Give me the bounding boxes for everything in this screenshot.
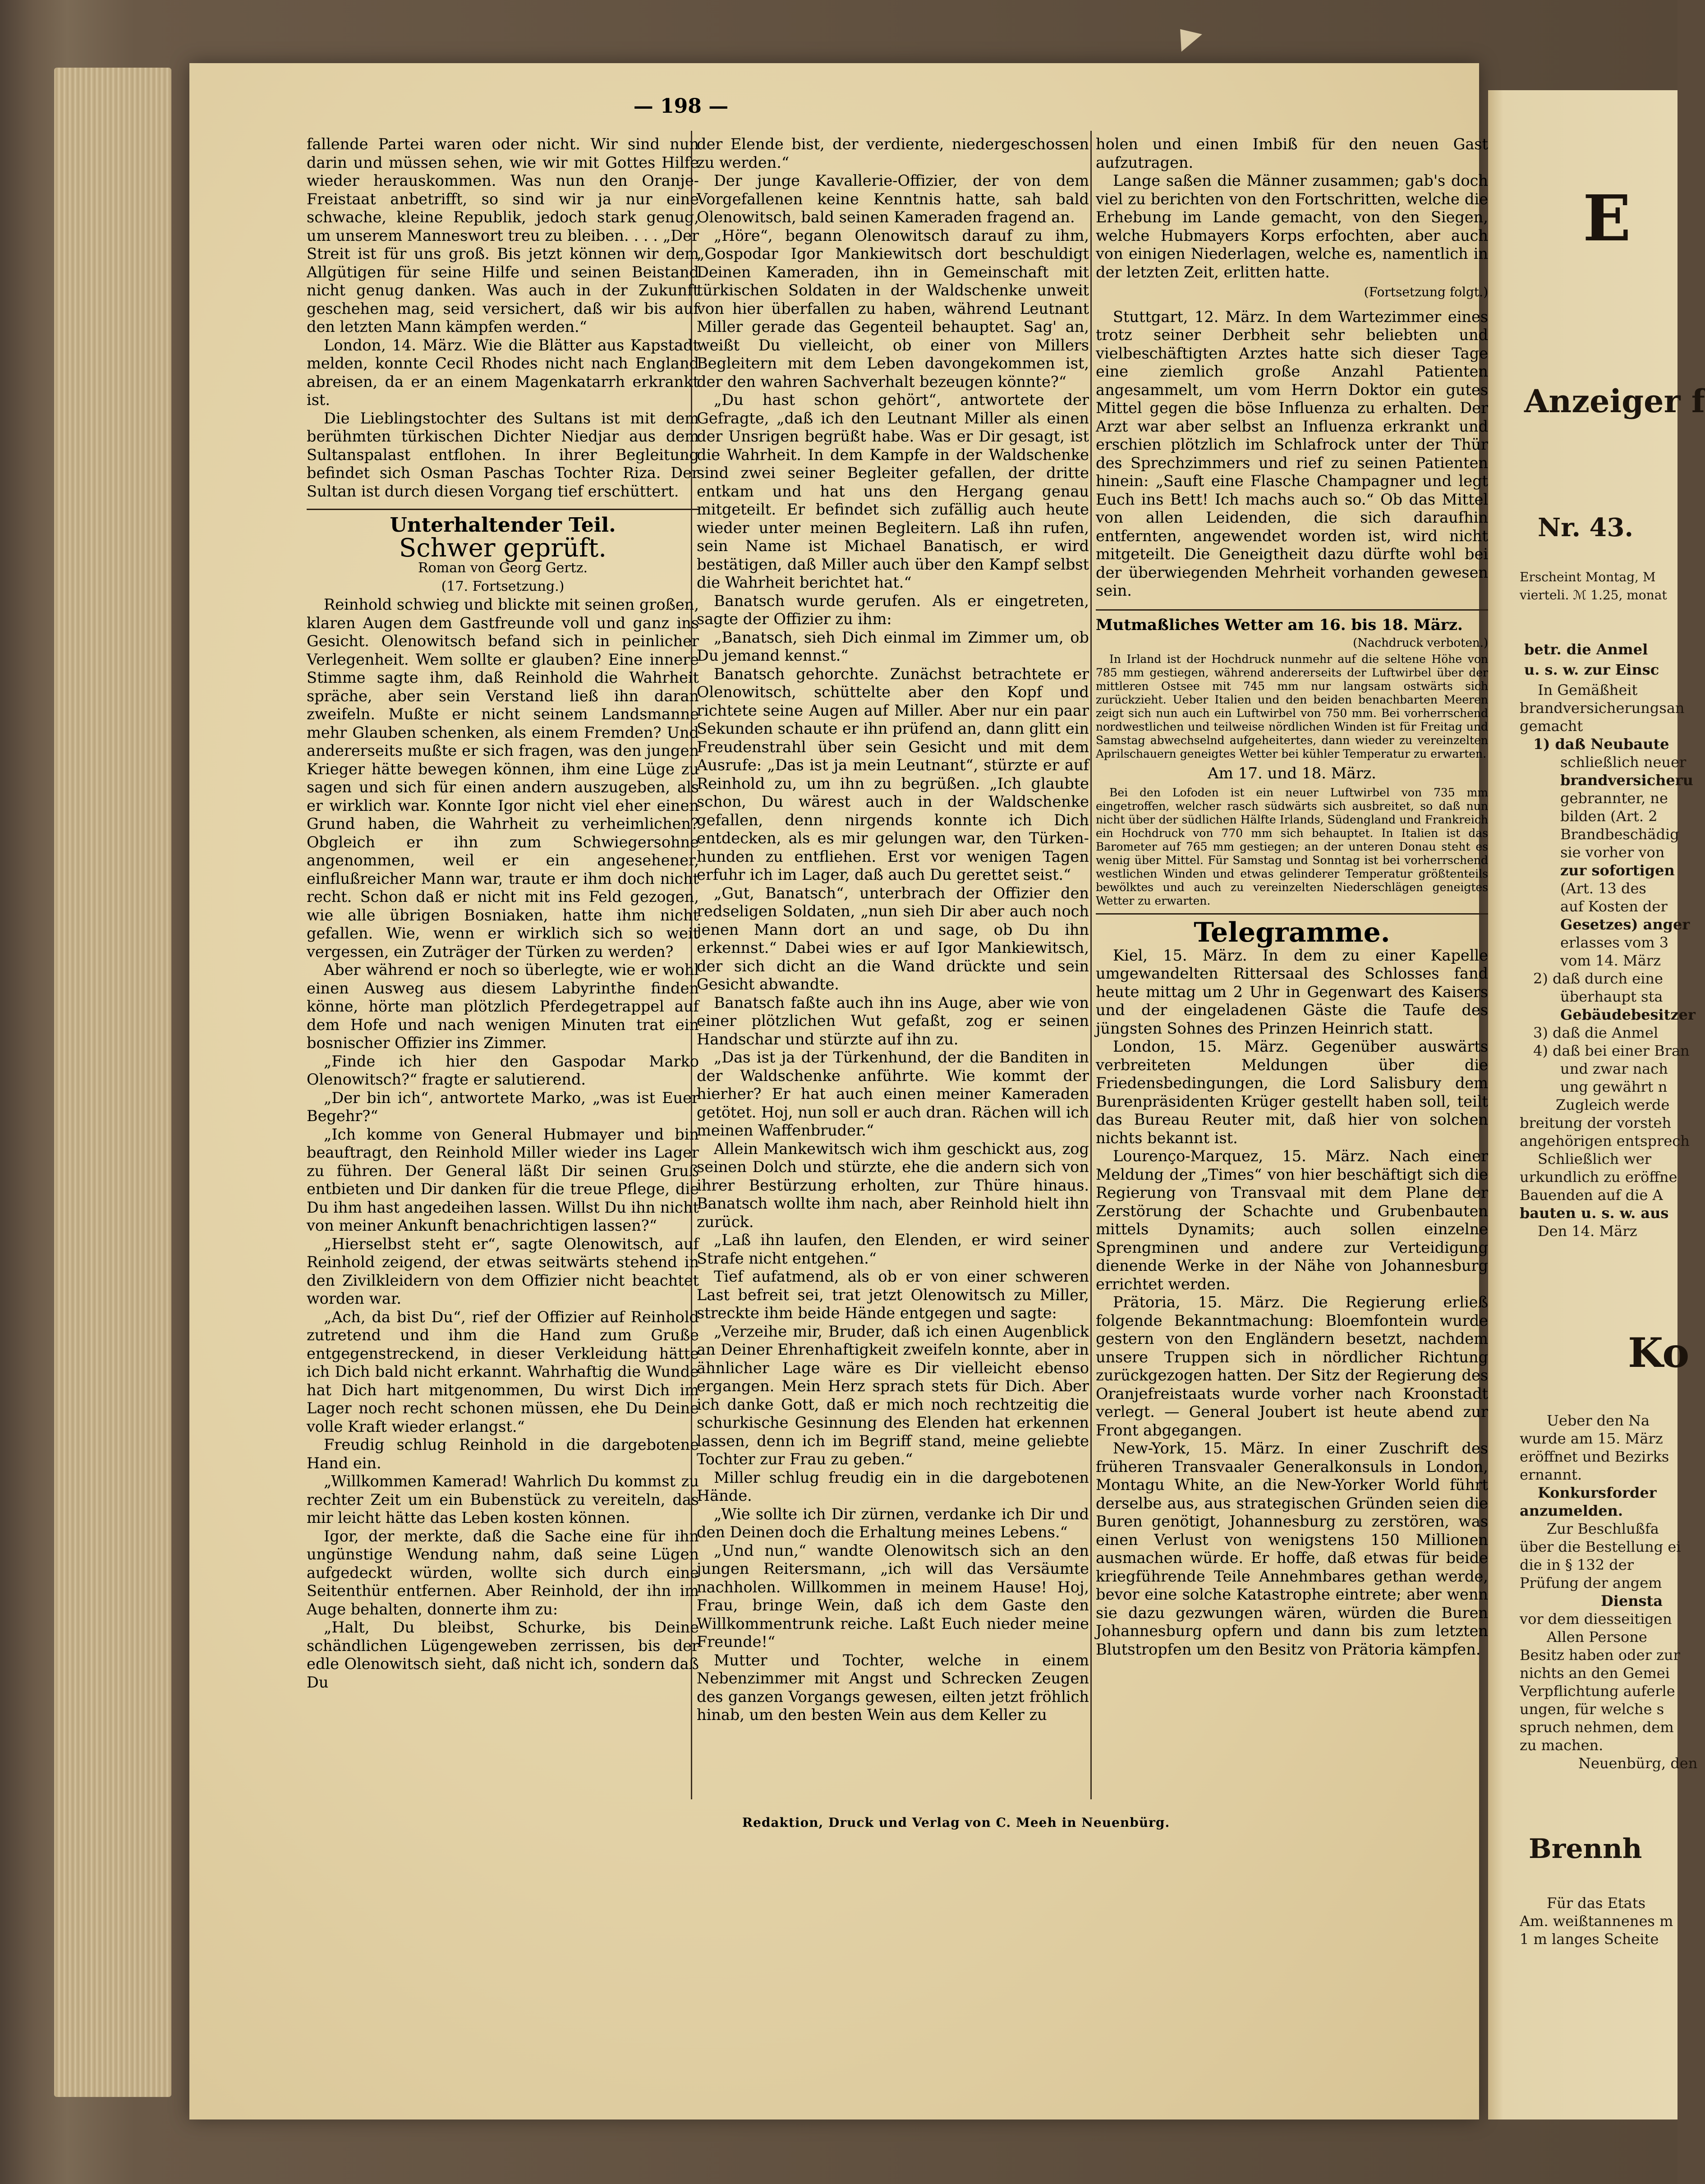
text-line: spruch nehmen, dem xyxy=(1520,1719,1674,1736)
column-2 xyxy=(697,135,1089,1724)
paragraph: „Das ist ja der Türkenhund, der die Banditen in der Waldschenke anführte. Wie kommt der hierher? Er hat auch einen meiner Kameraden getötet. Hoj, nun soll er auch dran. Rächen will ich meinen Waffenbruder.“ xyxy=(697,1048,1089,1139)
text-line: erlasses vom 3 xyxy=(1560,934,1669,951)
novel-author: Roman von Georg Gertz. xyxy=(418,560,588,576)
weather-text: In Irland ist der Hochdruck nunmehr auf die seltene Höhe von 785 mm gestiegen, während andererseits der Luftwirbel über der mittleren Ostsee mit 745 mm nur langsam ostwärts sich zurückzieht. Ueber Italien und den beiden benachbarten Meeren zeigt sich nun auch ein Luftwirbel von 750 mm. Bei vorherrschend nordwestlichen und teilweise nördlichen Winden ist für Freitag und Samstag abwechselnd aufgeheitertes, dann wieder zu vereinzelten Aprilschauern geneigtes Wetter bei kühler Temperatur zu erwarten. xyxy=(1096,652,1488,760)
text-line: betr. die Anmel xyxy=(1524,641,1648,658)
text-line: urkundlich zu eröffne xyxy=(1520,1168,1677,1186)
text-line: vom 14. März xyxy=(1560,952,1661,969)
paragraph: „Und nun,“ wandte Olenowitsch sich an den jungen Reitersmann, „ich will das Versäumte nachholen. Willkommen in meinem Hause! Hoj, Frau, bringe Wein, daß ich dem Gaste den Willkommentrunk reiche. Laßt Euch nieder meine Freunde!“ xyxy=(697,1541,1089,1651)
news-item-sultan: Die Lieblingstochter des Sultans ist mit dem berühmten türkischen Dichter Niedjar aus dem Sultanspalast entflohen. In ihrer Begleitung befindet sich Osman Paschas Tochter Riza. Der Sultan ist durch diesen Vorgang tief erschüttert. xyxy=(307,409,699,500)
text-line: Konkursforder xyxy=(1538,1484,1657,1501)
telegram-pretoria: Prätoria, 15. März. Die Regierung erließ folgende Bekanntmachung: Bloemfontein wurde gestern von den Engländern besetzt, nachdem unsere Truppen sich in nördlicher Richtung zurückgezogen hatten. Der Sitz der Regierung des Oranjefreistaats wurde vorher nach Kroonstadt verlegt. — General Joubert ist heute abend zur Front abgegangen. xyxy=(1096,1293,1488,1439)
text-line: die in § 132 der xyxy=(1520,1556,1634,1573)
text-line: 4) daß bei einer Bran xyxy=(1533,1042,1690,1059)
text-line: eröffnet und Bezirks xyxy=(1520,1448,1669,1465)
text-line: Bauenden auf die A xyxy=(1520,1186,1663,1204)
news-item-stuttgart: Stuttgart, 12. März. In dem Wartezimmer eines trotz seiner Derbheit sehr beliebten und vielbeschäftigten Arztes hatte sich dieser Tage eine ziemlich große Anzahl Patienten angesammelt, um vom Herrn Doktor ein gutes Mittel gegen die böse Influenza zu erhalten. Der Arzt war aber selbst an Influenza erkrankt und erschien plötzlich im Schlafrock unter der Thür des Sprechzimmers und rief zu seinen Patienten hinein: „Sauft eine Flasche Champagner und legt Euch ins Bett! Ich machs auch so.“ Ob das Mittel von allen Leidenden, die sich daraufhin entfernten, angewendet worden ist, wird nicht mitgeteilt. Die Geneigtheit dazu dürfte wohl bei der überwiegenden Mehrheit vorhanden gewesen sein. xyxy=(1096,308,1488,599)
paragraph: fallende Partei waren oder nicht. Wir sind nun darin und müssen sehen, wie wir mit Gottes Hilfe wieder herauskommen. Was nun den Oranje-Freistaat anbetrifft, so sind wir ja nur eine schwache, kleine Republik, jedoch stark genug, um unserem Manneswort treu zu bleiben. . . . „Der Streit ist für uns groß. Bis jetzt können wir dem Allgütigen für seine Hilfe und seinen Beistand nicht genug danken. Was auch in der Zukunft geschehen mag, seid versichert, daß wir bis auf den letzten Mann kämpfen werden.“ xyxy=(307,135,699,336)
text-line: gebrannter, ne xyxy=(1560,790,1668,807)
paragraph: Allein Mankewitsch wich ihm geschickt aus, zog seinen Dolch und stürzte, ehe die andern sich von ihrer Bestürzung erholten, zur Thüre hinaus. Banatsch wollte ihm nach, aber Reinhold hielt ihn zurück. xyxy=(697,1140,1089,1231)
text-line: zur sofortigen xyxy=(1560,862,1675,879)
imprint: Redaktion, Druck und Verlag von C. Meeh in Neuenbürg. xyxy=(742,1815,1170,1830)
telegrams-heading: Telegramme. xyxy=(1194,917,1390,948)
text-line: Ueber den Na xyxy=(1547,1412,1650,1429)
paragraph: „Wie sollte ich Dir zürnen, verdanke ich Dir und den Deinen doch die Erhaltung meines Lebens.“ xyxy=(697,1505,1089,1541)
text-line: Zugleich werde xyxy=(1556,1096,1670,1113)
text-line: wurde am 15. März xyxy=(1520,1430,1663,1447)
text-line: anzumelden. xyxy=(1520,1502,1623,1519)
paragraph: „Laß ihn laufen, den Elenden, er wird seiner Strafe nicht entgehen.“ xyxy=(697,1231,1089,1267)
text-line: ung gewährt n xyxy=(1560,1078,1668,1095)
text-line: auf Kosten der xyxy=(1560,898,1668,915)
paragraph: Aber während er noch so überlegte, wie er wohl einen Ausweg aus diesem Labyrinthe finden könne, hörte man plötzlich Pferdegetrappel auf dem Hofe und nach wenigen Minuten trat ein bosnischer Offizier ins Zimmer. xyxy=(307,961,699,1052)
paragraph: Freudig schlug Reinhold in die dargebotene Hand ein. xyxy=(307,1436,699,1472)
text-line: Diensta xyxy=(1601,1592,1663,1609)
masthead-subtitle: Anzeiger f xyxy=(1524,382,1705,420)
text-line: angehörigen entsprech xyxy=(1520,1132,1690,1149)
weather-forecast xyxy=(1096,609,1488,915)
text-line: vor dem diesseitigen xyxy=(1520,1610,1672,1628)
text-line: 3) daß die Anmel xyxy=(1533,1024,1659,1041)
text-line: Den 14. März xyxy=(1538,1223,1637,1240)
text-line: 2) daß durch eine xyxy=(1533,970,1663,987)
paragraph: „Finde ich hier den Gaspodar Marko Olenowitsch?“ fragte er salutierend. xyxy=(307,1052,699,1088)
paragraph: „Der bin ich“, antwortete Marko, „was ist Euer Begehr?“ xyxy=(307,1089,699,1125)
text-line: Zur Beschlußfa xyxy=(1547,1520,1659,1537)
text-line: Am. weißtannenes m xyxy=(1520,1913,1673,1930)
paragraph: „Gut, Banatsch“, unterbrach der Offizier den redseligen Soldaten, „nun sieh Dir aber auch noch jenen Mann dort an und sage, ob Du ihn erkennst.“ Dabei wies er auf Igor Mankiewitsch, der sich dicht an die Wand drückte und sein Gesicht abwandte. xyxy=(697,884,1089,993)
telegram-london: London, 15. März. Gegenüber auswärts verbreiteten Meldungen über die Friedensbedingungen, die Lord Salisbury dem Burenpräsidenten Krüger gestellt haben soll, teilt das Bureau Reuter mit, daß hier von solchen nichts bekannt ist. xyxy=(1096,1038,1488,1147)
text-line: und zwar nach xyxy=(1560,1060,1668,1077)
text-line: über die Bestellung ei xyxy=(1520,1538,1681,1555)
text-line: überhaupt sta xyxy=(1560,988,1663,1005)
column-3 xyxy=(1096,135,1488,1659)
paragraph: „Du hast schon gehört“, antwortete der Gefragte, „daß ich den Leutnant Miller als einen der Unsrigen begrüßt habe. Was er Dir gesagt, ist die Wahrheit. In dem Kampfe in der Waldschenke sind zwei seiner Begleiter gefallen, der dritte entkam und hat uns den Hergang genau mitgeteilt. Er befindet sich zufällig auch heute wieder unter meinen Begleitern. Laß ihn rufen, sein Name ist Michael Banatisch, er wird bestätigen, daß Miller auch über den Kampf selbst die Wahrheit berichtet hat.“ xyxy=(697,391,1089,591)
text-line: sie vorher von xyxy=(1560,844,1665,861)
paragraph: „Ach, da bist Du“, rief der Offizier auf Reinhold zutretend und ihm die Hand zum Gruße entgegenstreckend, in dieser Verkleidung hätte ich Dich bald nicht erkannt. Wahrhaftig die Wunde hat Dich hart mitgenommen, Du wirst Dich im Lager noch recht schonen müssen, ehe Du Deine volle Kraft wieder erlangst.“ xyxy=(307,1308,699,1435)
section-heading: Ko xyxy=(1628,1329,1690,1377)
text-line: vierteli. ℳ 1.25, monat xyxy=(1520,588,1667,602)
weather-date: Am 17. und 18. März. xyxy=(1208,764,1376,782)
text-line: Neuenbürg, den xyxy=(1578,1755,1698,1772)
paragraph: Miller schlug freudig ein in die dargebotenen Hände. xyxy=(697,1468,1089,1504)
paragraph: „Verzeihe mir, Bruder, daß ich einen Augenblick an Deiner Ehrenhaftigkeit zweifeln konnte, aber in ähnlicher Lage wäre es Dir vielleicht ebenso ergangen. Mein Herz sprach stets für Dich. Aber ich danke Gott, daß er mich noch rechtzeitig die schurkische Gesinnung des Elenden hat erkennen lassen, denn ich im Begriff stand, meine geliebte Tochter zur Frau zu geben.“ xyxy=(697,1322,1089,1468)
continuation-note: (Fortsetzung folgt.) xyxy=(1364,285,1488,299)
text-line: brandversicheru xyxy=(1560,772,1693,789)
paragraph: Lange saßen die Männer zusammen; gab's doch viel zu berichten von den Fortschritten, welche die Erhebung im Lande gemacht, von den Siegen, welche Hubmayers Korps erfochten, aber auch von einigen Niederlagen, welche es, namentlich in der letzten Zeit, erlitten hatte. xyxy=(1096,172,1488,281)
column-1 xyxy=(307,135,699,1692)
text-line: gemacht xyxy=(1520,717,1583,735)
paragraph: „Halt, Du bleibst, Schurke, bis Deine schändlichen Lügengeweben zerrissen, bis der edle Olenowitsch sieht, daß nicht ich, sondern daß Du xyxy=(307,1618,699,1691)
text-line: Gebäudebesitzer xyxy=(1560,1006,1696,1023)
news-item-london: London, 14. März. Wie die Blätter aus Kapstadt melden, konnte Cecil Rhodes nicht nach England abreisen, da er an einem Magenkatarrh erkrankt ist. xyxy=(307,336,699,409)
telegram-lourenco-marquez: Lourenço-Marquez, 15. März. Nach einer Meldung der „Times“ von hier beschäftigt sich die Regierung von Transvaal mit dem Plane der Zerstörung der Schachte und Grubenbauten mittels Dynamits; auch sollen einzelne Sprengminen und andere zur Verteidigung dienende Werke in der Nähe von Johannesburg errichtet werden. xyxy=(1096,1147,1488,1293)
paragraph: Der junge Kavallerie-Offizier, der von dem Vorgefallenen keine Kenntnis hatte, sah bald Olenowitsch, bald seinen Kameraden fragend an. xyxy=(697,172,1089,226)
weather-text: Bei den Lofoden ist ein neuer Luftwirbel von 735 mm eingetroffen, welcher rasch südwärts sich ausbreitet, so daß nun nicht über der südlichen Hälfte Irlands, Südengland und Frankreich ein Hochdruck von 770 mm sich behauptet. In Italien ist das Barometer auf 765 mm gestiegen; an der unteren Donau steht es wenig über Mittel. Für Samstag und Sonntag ist bei vorherrschend westlichen Winden und etwas gelinderer Temperatur größtenteils bewölktes und auch zu vereinzelten Niederschlägen geneigtes Wetter zu erwarten. xyxy=(1096,786,1488,907)
text-line: ernannt. xyxy=(1520,1466,1582,1483)
section-heading: Brennh xyxy=(1529,1833,1642,1865)
text-line: bauten u. s. w. aus xyxy=(1520,1205,1669,1222)
text-line: 1) daß Neubaute xyxy=(1533,736,1669,753)
text-line: breitung der vorsteh xyxy=(1520,1114,1672,1131)
paragraph: Reinhold schwieg und blickte mit seinen großen, klaren Augen dem Gastfreunde voll und ganz ins Gesicht. Olenowitsch befand sich in peinlicher Verlegenheit. Wem sollte er glauben? Eine innere Stimme sagte ihm, daß Reinhold die Wahrheit spräche, aber sein Verstand ließ ihn daran zweifeln. Mußte er nicht seinem Landsmanne mehr Glauben schenken, als einem Fremden? Und andererseits mußte er sich fragen, was den jungen Krieger hätte bewegen können, ihm eine Lüge zu sagen und sich für einen andern auszugeben, als er wirklich war. Konnte Igor nicht viel eher einen Grund haben, die Wahrheit zu verheimlichen? Obgleich er ihn zum Schwiegersohne angenommen, weil er ein angesehener, einflußreicher Mann war, traute er ihm doch nicht recht. Schon daß er nicht mit ins Feld gezogen, wie alle übrigen Bosniaken, hatte ihm nicht gefallen. Wie, wenn er wirklich sich so weit vergessen, ein Zuträger der Türken zu werden? xyxy=(307,596,699,961)
paragraph: „Willkommen Kamerad! Wahrlich Du kommst zu rechter Zeit um ein Bubenstück zu vereiteln, das mir leicht hätte das Leben kosten können. xyxy=(307,1472,699,1527)
paragraph: „Ich komme von General Hubmayer und bin beauftragt, den Reinhold Miller wieder ins Lager zu führen. Der General läßt Dir seinen Gruß entbieten und Dir danken für die treue Pflege, die Du ihm hast angedeihen lassen. Willst Du ihn nicht von meiner Ankunft benachrichtigen lassen?“ xyxy=(307,1125,699,1234)
text-line: Allen Persone xyxy=(1547,1628,1647,1646)
text-line: Verpflichtung auferle xyxy=(1520,1683,1675,1700)
text-line: Für das Etats xyxy=(1547,1894,1646,1912)
paragraph: „Höre“, begann Olenowitsch darauf zu ihm, „Gospodar Igor Mankiewitsch dort beschuldigt Deinen Kameraden, ihn in Gemeinschaft mit türkischen Soldaten in der Waldschenke unweit von hier überfallen zu haben, während Leutnant Miller gerade das Gegenteil behauptet. Sag' an, weißt Du vielleicht, ob einer von Millers Begleitern mit dem Leben davongekommen ist, der den wahren Sachverhalt bezeugen könnte?“ xyxy=(697,226,1089,391)
paragraph: holen und einen Imbiß für den neuen Gast aufzutragen. xyxy=(1096,135,1488,171)
adjacent-page xyxy=(1488,90,1705,2120)
telegram-new-york: New-York, 15. März. In einer Zuschrift des früheren Transvaaler Generalkonsuls in London, Montagu White, an die New-Yorker World führt derselbe aus, aus strategischen Gründen seien die Buren genötigt, Johannesburg zu zerstören, was einen Verlust von wenigstens 150 Millionen ausmachen würde. Er hoffe, daß etwas für beide kriegführende Teile Annehmbares gethan werde, bevor eine solche Katastrophe eintrete; aber wenn sie dazu gezwungen wären, würden die Buren Johannesburg opfern und dann bis zum letzten Blutstropfen um den Besitz von Prätoria kämpfen. xyxy=(1096,1439,1488,1658)
text-line: Gesetzes) anger xyxy=(1560,916,1690,933)
text-line: Erscheint Montag, M xyxy=(1520,570,1656,584)
paragraph: Tief aufatmend, als ob er von einer schweren Last befreit sei, trat jetzt Olenowitsch zu Miller, streckte ihm beide Hände entgegen und sagte: xyxy=(697,1268,1089,1322)
text-line: Schließlich wer xyxy=(1538,1150,1652,1168)
text-line: zu machen. xyxy=(1520,1737,1604,1754)
section-heading: Unterhaltender Teil. xyxy=(307,509,699,535)
telegram-kiel: Kiel, 15. März. In dem zu einer Kapelle umgewandelten Rittersaal des Schlosses fand heute mittag um 2 Uhr in Gegenwart des Kaisers und der eingeladenen Gäste die Taufe des jüngsten Sohnes des Prinzen Heinrich statt. xyxy=(1096,946,1488,1037)
novel-title: Schwer geprüft. xyxy=(399,533,607,563)
text-line: u. s. w. zur Einsc xyxy=(1524,661,1659,678)
issue-number: Nr. 43. xyxy=(1538,513,1633,543)
paragraph: Igor, der merkte, daß die Sache eine für ihn ungünstige Wendung nahm, daß seine Lügen aufgedeckt würden, wollte sich durch eine Seitenthür entfernen. Aber Reinhold, der ihn im Auge behalten, donnerte ihm zu: xyxy=(307,1527,699,1618)
text-line: ungen, für welche s xyxy=(1520,1701,1664,1718)
paragraph: Banatsch wurde gerufen. Als er eingetreten, sagte der Offizier zu ihm: xyxy=(697,592,1089,628)
paragraph: Mutter und Tochter, welche in einem Nebenzimmer mit Angst und Schrecken Zeugen des ganzen Vorgangs gewesen, eilten jetzt fröhlich hinab, um den besten Wein aus dem Keller zu xyxy=(697,1651,1089,1724)
book-edge xyxy=(54,68,171,2097)
text-line: (Art. 13 des xyxy=(1560,880,1646,897)
paragraph: „Banatsch, sieh Dich einmal im Zimmer um, ob Du jemand kennst.“ xyxy=(697,628,1089,664)
text-line: schließlich neuer xyxy=(1560,754,1687,771)
reprint-notice: (Nachdruck verboten.) xyxy=(1353,636,1488,650)
paragraph: der Elende bist, der verdiente, niedergeschossen zu werden.“ xyxy=(697,135,1089,171)
paragraph: Banatsch faßte auch ihn ins Auge, aber wie von einer plötzlichen Wut gefaßt, zog er seinen Handschar und stürzte auf ihn zu. xyxy=(697,993,1089,1048)
text-line: In Gemäßheit xyxy=(1538,681,1638,699)
text-line: Prüfung der angem xyxy=(1520,1574,1662,1591)
text-line: brandversicherungsan xyxy=(1520,699,1685,717)
paragraph: Banatsch gehorchte. Zunächst betrachtete er Olenowitsch, schüttelte aber den Kopf und richtete seine Augen auf Miller. Aber nur ein paar Sekunden schaute er ihn prüfend an, dann glitt ein Freudenstrahl über sein Gesicht und mit dem Ausrufe: „Das ist ja mein Leutnant“, stürzte er auf Reinhold zu, um ihn zu begrüßen. „Ich glaubte schon, Du wärest auch in der Waldschenke gefallen, denn nirgends konnte ich Dich entdecken, als es mir gelungen war, den Türken-hunden zu entfliehen. Erst vor wenigen Tagen erfuhr ich im Lager, daß auch Du gerettet seist.“ xyxy=(697,665,1089,883)
text-line: Besitz haben oder zur xyxy=(1520,1646,1680,1664)
novel-part: (17. Fortsetzung.) xyxy=(441,578,565,594)
page-number: — 198 — xyxy=(633,95,729,118)
paragraph: „Hierselbst steht er“, sagte Olenowitsch, auf Reinhold zeigend, der etwas seitwärts stehend in den Zivilkleidern von dem Offizier nicht beachtet worden war. xyxy=(307,1235,699,1307)
column-rule xyxy=(1090,131,1092,1799)
weather-heading: Mutmaßliches Wetter am 16. bis 18. März. xyxy=(1096,616,1463,634)
text-line: Brandbeschädig xyxy=(1560,826,1679,843)
text-line: bilden (Art. 2 xyxy=(1560,808,1658,825)
text-line: 1 m langes Scheite xyxy=(1520,1931,1659,1948)
masthead-letter: E xyxy=(1583,182,1631,256)
text-line: nichts an den Gemei xyxy=(1520,1664,1670,1682)
